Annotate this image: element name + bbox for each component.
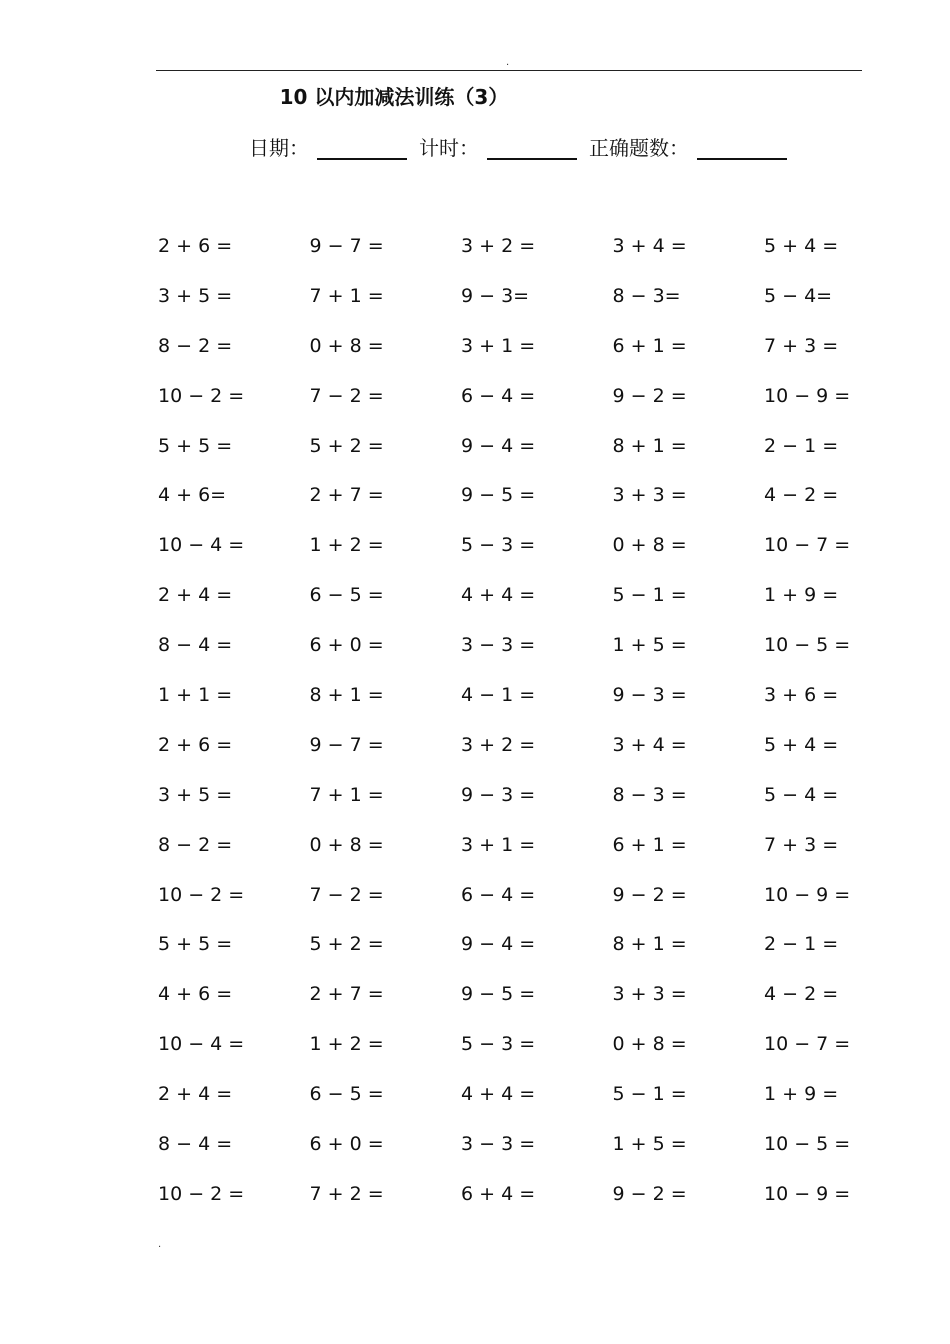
math-problem: 3 + 4 = — [612, 235, 687, 257]
math-problem: 2 + 7 = — [309, 983, 384, 1006]
math-problem: 0 + 8 = — [309, 334, 384, 357]
math-problem: 6 + 1 = — [612, 833, 687, 856]
math-problem: 4 + 6= — [158, 484, 227, 507]
math-problem: 5 + 5 = — [158, 933, 233, 956]
date-blank — [317, 158, 407, 160]
math-problem: 1 + 2 = — [309, 1033, 384, 1056]
math-problem: 8 − 2 = — [158, 833, 233, 856]
math-problem: 2 + 4 = — [158, 1083, 233, 1106]
timer-field — [419, 134, 577, 162]
math-problem: 10 − 2 = — [158, 1182, 245, 1205]
math-problem: 2 + 7 = — [309, 484, 384, 507]
math-problem: 6 − 4 = — [461, 384, 536, 407]
math-problem: 5 + 2 = — [309, 933, 384, 956]
math-problem: 10 − 4 = — [158, 1033, 245, 1056]
math-problem: 9 − 2 = — [612, 1182, 687, 1205]
math-problem: 7 + 3 = — [764, 833, 839, 856]
math-problem: 3 + 5 = — [158, 284, 233, 307]
math-problem: 5 − 4= — [764, 284, 833, 307]
timer-blank — [487, 158, 577, 160]
math-problem: 8 + 1 = — [309, 684, 384, 707]
math-problem: 2 + 6 = — [158, 235, 233, 257]
math-problem: 8 − 3= — [612, 284, 681, 307]
math-problem: 10 − 2 = — [158, 883, 245, 906]
math-problem: 6 + 0 = — [309, 1133, 384, 1156]
math-problem: 6 − 5 = — [309, 1083, 384, 1106]
math-problem: 1 + 2 = — [309, 534, 384, 557]
math-problem: 10 − 7 = — [764, 534, 851, 557]
math-problem: 9 − 7 = — [309, 235, 384, 257]
math-problem: 9 − 3= — [461, 284, 530, 307]
math-problem: 9 − 5 = — [461, 484, 536, 507]
math-problem: 2 + 4 = — [158, 584, 233, 607]
math-problem: 6 + 1 = — [612, 334, 687, 357]
math-problem: 4 − 2 = — [764, 983, 839, 1006]
math-problem: 3 − 3 = — [461, 1133, 536, 1156]
math-problem: 8 − 3 = — [612, 783, 687, 806]
math-problem: 6 + 4 = — [461, 1182, 536, 1205]
math-problem: 8 − 4 = — [158, 1133, 233, 1156]
correct-count-blank — [697, 158, 787, 160]
date-label: 日期： — [249, 136, 309, 160]
math-problem: 10 − 5 = — [764, 1133, 851, 1156]
math-problem: 7 + 3 = — [764, 334, 839, 357]
math-problem: 10 − 4 = — [158, 534, 245, 557]
math-problem: 3 + 6 = — [764, 684, 839, 707]
math-problem: 5 + 2 = — [309, 434, 384, 457]
math-problem: 9 − 3 = — [612, 684, 687, 707]
math-problem: 9 − 3 = — [461, 783, 536, 806]
math-problem: 10 − 7 = — [764, 1033, 851, 1056]
math-problem: 8 − 4 = — [158, 634, 233, 657]
math-problem: 5 + 4 = — [764, 733, 839, 756]
math-problem: 5 − 1 = — [612, 1083, 687, 1106]
math-problem: 1 + 9 = — [764, 1083, 839, 1106]
math-problem: 1 + 1 = — [158, 684, 233, 707]
bottom-mark: . — [158, 1239, 162, 1250]
math-problem: 5 − 3 = — [461, 1033, 536, 1056]
top-mark: . — [506, 57, 510, 68]
math-problem: 6 − 5 = — [309, 584, 384, 607]
math-problem: 6 − 4 = — [461, 883, 536, 906]
math-problem: 2 + 6 = — [158, 733, 233, 756]
math-problem: 3 + 2 = — [461, 235, 536, 257]
math-problem: 3 + 1 = — [461, 334, 536, 357]
worksheet-meta-row — [249, 132, 799, 162]
math-problem: 2 − 1 = — [764, 933, 839, 956]
math-problem: 3 + 1 = — [461, 833, 536, 856]
math-problem: 1 + 9 = — [764, 584, 839, 607]
math-problem: 10 − 5 = — [764, 634, 851, 657]
math-problem: 9 − 2 = — [612, 883, 687, 906]
math-problem: 8 − 2 = — [158, 334, 233, 357]
math-problem: 5 − 1 = — [612, 584, 687, 607]
math-problem: 9 − 2 = — [612, 384, 687, 407]
math-problem: 10 − 9 = — [764, 883, 851, 906]
math-problem: 0 + 8 = — [309, 833, 384, 856]
math-problem: 6 + 0 = — [309, 634, 384, 657]
math-problem: 3 + 3 = — [612, 484, 687, 507]
math-problem: 3 − 3 = — [461, 634, 536, 657]
math-problem: 4 + 6 = — [158, 983, 233, 1006]
math-problem: 8 + 1 = — [612, 933, 687, 956]
header-rule — [156, 70, 862, 71]
math-problem: 0 + 8 = — [612, 1033, 687, 1056]
worksheet-title: 10 以内加减法训练（3） — [279, 85, 509, 109]
math-problem: 7 − 2 = — [309, 384, 384, 407]
math-problem: 9 − 4 = — [461, 933, 536, 956]
math-problem: 7 + 1 = — [309, 783, 384, 806]
math-problem: 4 + 4 = — [461, 1083, 536, 1106]
timer-label: 计时： — [419, 136, 479, 160]
math-problem: 7 − 2 = — [309, 883, 384, 906]
math-problem: 3 + 2 = — [461, 733, 536, 756]
math-problem: 5 + 5 = — [158, 434, 233, 457]
correct-count-label: 正确题数： — [589, 136, 689, 160]
math-problem: 10 − 9 = — [764, 1182, 851, 1205]
math-problem: 5 + 4 = — [764, 235, 839, 257]
math-problem: 9 − 7 = — [309, 733, 384, 756]
math-problem: 4 + 4 = — [461, 584, 536, 607]
math-problem: 10 − 9 = — [764, 384, 851, 407]
math-problem: 2 − 1 = — [764, 434, 839, 457]
math-problem: 3 + 4 = — [612, 733, 687, 756]
math-problem: 4 − 1 = — [461, 684, 536, 707]
math-problem: 3 + 5 = — [158, 783, 233, 806]
math-problem: 9 − 5 = — [461, 983, 536, 1006]
math-problem: 10 − 2 = — [158, 384, 245, 407]
date-field — [249, 134, 407, 162]
math-problem: 1 + 5 = — [612, 1133, 687, 1156]
math-problem: 7 + 2 = — [309, 1182, 384, 1205]
math-problem: 5 − 4 = — [764, 783, 839, 806]
math-problem: 8 + 1 = — [612, 434, 687, 457]
math-problem: 0 + 8 = — [612, 534, 687, 557]
math-problem: 3 + 3 = — [612, 983, 687, 1006]
math-problem: 4 − 2 = — [764, 484, 839, 507]
math-problem: 7 + 1 = — [309, 284, 384, 307]
math-problem: 9 − 4 = — [461, 434, 536, 457]
math-problem: 1 + 5 = — [612, 634, 687, 657]
correct-count-field — [589, 134, 787, 162]
math-problem: 5 − 3 = — [461, 534, 536, 557]
problem-grid — [158, 232, 858, 1230]
